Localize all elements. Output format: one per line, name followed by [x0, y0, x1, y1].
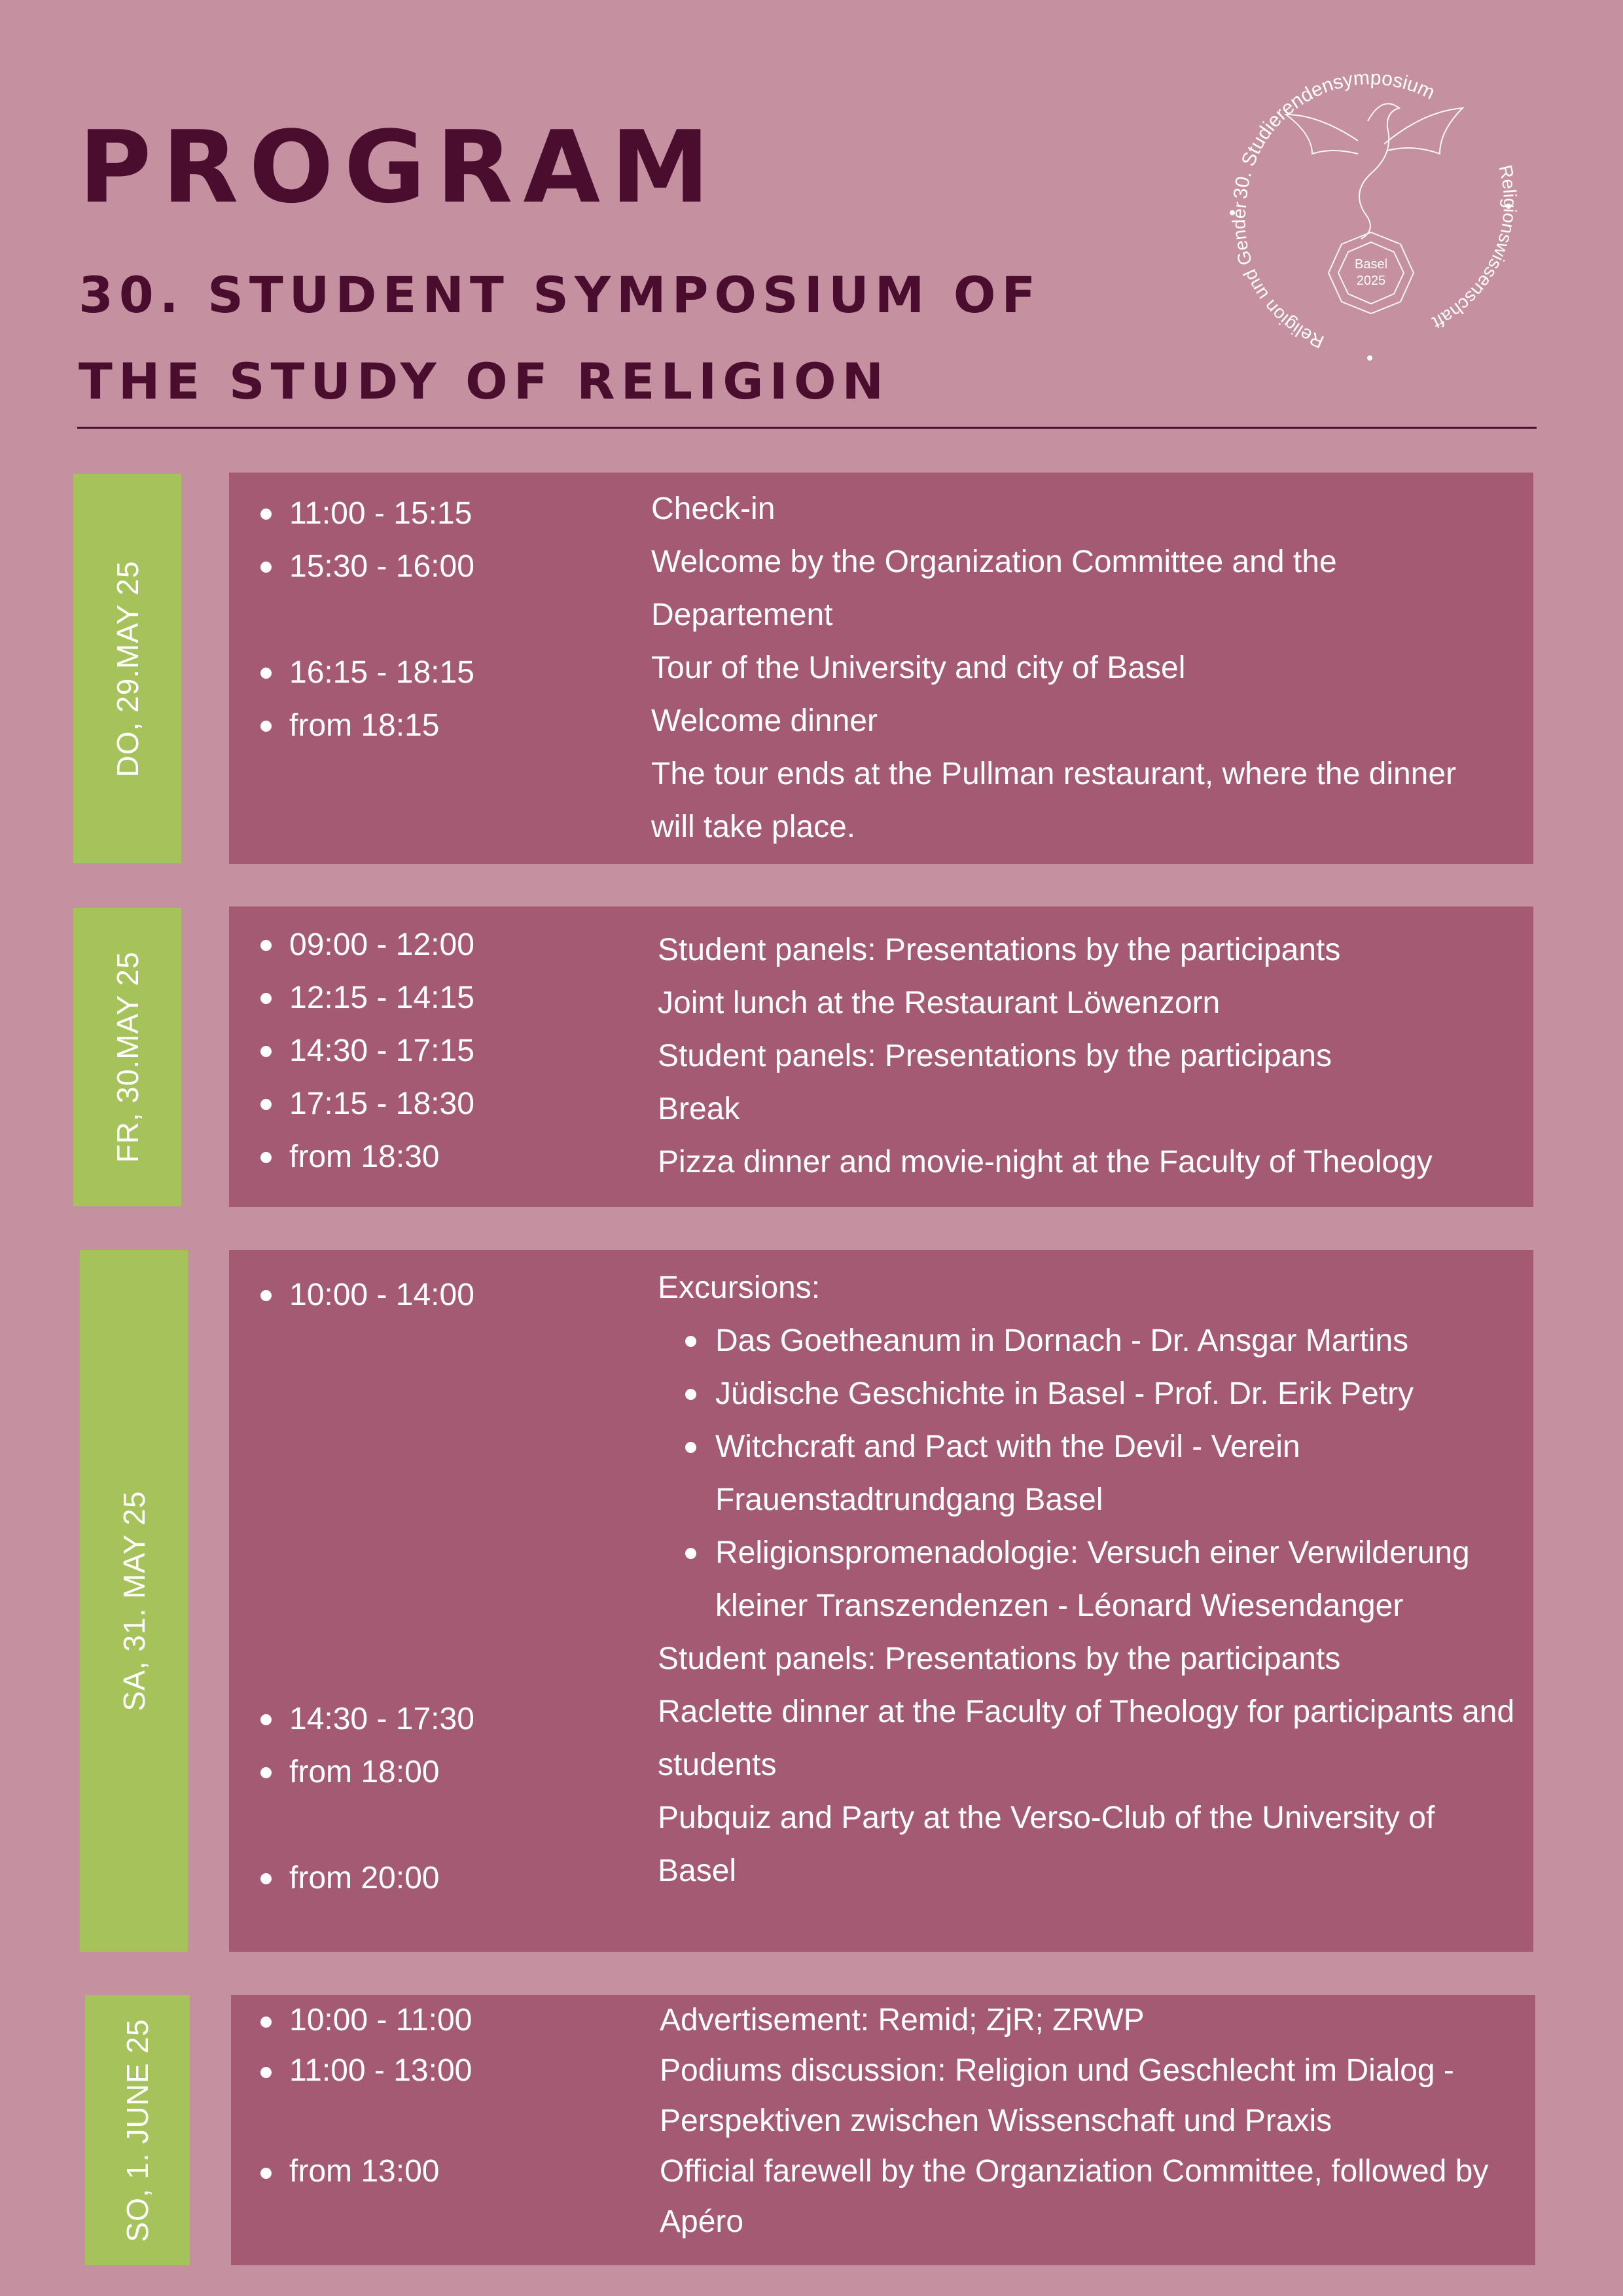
- svg-text:Religionswissenschaft: [1429, 163, 1520, 333]
- activity-list: [660, 1995, 1524, 2247]
- schedule-panel-day-3: [229, 1250, 1533, 1952]
- activity-item: Pubquiz and Party at the Verso-Club of the University of Basel: [658, 1801, 1435, 1888]
- logo-arc-left: Religion und Gender: [1228, 200, 1327, 353]
- time-slot: 09:00 - 12:00: [255, 918, 474, 971]
- page-title: PROGRAM: [79, 109, 721, 225]
- time-slot: 14:30 - 17:30: [255, 1693, 474, 1746]
- logo-center-line-1: Basel: [1354, 257, 1388, 272]
- date-label: SA, 31. MAY 25: [116, 1490, 151, 1712]
- subtitle-line-2: THE STUDY OF RELIGION: [79, 352, 890, 410]
- time-slot: from 18:15: [255, 699, 474, 752]
- activity-list: [658, 1261, 1522, 1897]
- time-slot: 12:15 - 14:15: [255, 971, 474, 1024]
- schedule-panel-day-2: [229, 906, 1533, 1207]
- time-slot: 15:30 - 16:00: [255, 540, 474, 593]
- excursion-item: Jüdische Geschichte in Basel - Prof. Dr. Erik Petry: [658, 1367, 1522, 1420]
- time-list: [255, 1995, 472, 2197]
- activity-list: [658, 924, 1522, 1189]
- time-slot: 10:00 - 14:00: [255, 1268, 474, 1321]
- activity-item: Advertisement: Remid; ZjR; ZRWP: [660, 2003, 1145, 2037]
- time-slot: 16:15 - 18:15: [255, 646, 474, 699]
- date-tab-day-3: [80, 1250, 188, 1952]
- activity-item: Welcome by the Organization Committee and the Departement: [651, 545, 1337, 632]
- activity-item: Student panels: Presentations by the participans: [658, 1039, 1332, 1073]
- date-label: FR, 30.MAY 25: [110, 951, 145, 1163]
- activity-item: Pizza dinner and movie-night at the Faculty of Theology: [658, 1145, 1433, 1179]
- logo-center-line-2: 2025: [1356, 274, 1386, 288]
- time-slot: 14:30 - 17:15: [255, 1024, 474, 1077]
- time-slot: 17:15 - 18:30: [255, 1077, 474, 1130]
- time-slot: from 18:00: [255, 1746, 474, 1799]
- octagon-icon: [1329, 232, 1414, 314]
- excursion-item: Witchcraft and Pact with the Devil - Verein Frauenstadtrundgang Basel: [658, 1420, 1522, 1526]
- excursion-item: Das Goetheanum in Dornach - Dr. Ansgar Martins: [658, 1314, 1522, 1367]
- svg-text:Religion und Gender: [1228, 201, 1327, 352]
- event-subtitle: [79, 252, 1126, 425]
- activity-item: Joint lunch at the Restaurant Löwenzorn: [658, 986, 1221, 1020]
- activity-item: Raclette dinner at the Faculty of Theology for participants and students: [658, 1695, 1515, 1782]
- time-slot: 10:00 - 11:00: [255, 1995, 472, 2045]
- activity-item: Check-in: [651, 492, 776, 526]
- activity-item: [658, 1261, 1522, 1632]
- date-tab-day-1: [73, 474, 181, 863]
- time-slot: 11:00 - 15:15: [255, 487, 474, 540]
- time-list: [255, 918, 474, 1183]
- svg-text:30. Studierendensymposium: [1230, 67, 1438, 200]
- activity-item: Podiums discussion: Religion und Geschlecht im Dialog - Perspektiven zwischen Wissenschaft und Praxis: [660, 2053, 1454, 2138]
- activity-item: Tour of the University and city of Basel: [651, 651, 1186, 685]
- schedule-panel-day-4: [231, 1995, 1535, 2265]
- logo-arc-right: Religionswissenschaft: [1429, 163, 1520, 333]
- time-list: [255, 487, 474, 752]
- activity-list: [651, 482, 1502, 853]
- date-label: SO, 1. JUNE 25: [120, 2018, 154, 2242]
- activity-item: Welcome dinner: [651, 704, 878, 738]
- date-tab-day-2: [73, 908, 181, 1206]
- time-slot: 11:00 - 13:00: [255, 2045, 472, 2096]
- time-list: [255, 1268, 474, 1905]
- symposium-logo: [1201, 36, 1541, 376]
- dragon-icon: [1286, 103, 1463, 239]
- activity-item: Break: [658, 1092, 740, 1126]
- excursion-item: Religionspromenadologie: Versuch einer Verwilderung kleiner Transzendenzen - Léonard Wiesendanger: [658, 1526, 1522, 1632]
- activity-item: Official farewell by the Organziation Committee, followed by Apéro: [660, 2154, 1489, 2239]
- logo-arc-top: 30. Studierendensymposium: [1229, 67, 1438, 200]
- excursions-heading: Excursions:: [658, 1270, 821, 1305]
- time-slot: from 20:00: [255, 1852, 474, 1905]
- date-label: DO, 29.MAY 25: [110, 560, 145, 777]
- activity-item: Student panels: Presentations by the participants: [658, 1641, 1341, 1676]
- time-slot: from 13:00: [255, 2146, 472, 2197]
- activity-item: The tour ends at the Pullman restaurant, where the dinner will take place.: [651, 757, 1457, 844]
- time-slot: from 18:30: [255, 1130, 474, 1183]
- schedule-panel-day-1: [229, 473, 1533, 864]
- date-tab-day-4: [85, 1995, 190, 2265]
- subtitle-line-1: 30. STUDENT SYMPOSIUM OF: [79, 266, 1042, 324]
- header-divider: [77, 427, 1537, 429]
- activity-item: Student panels: Presentations by the participants: [658, 933, 1341, 967]
- excursion-list: [658, 1314, 1522, 1632]
